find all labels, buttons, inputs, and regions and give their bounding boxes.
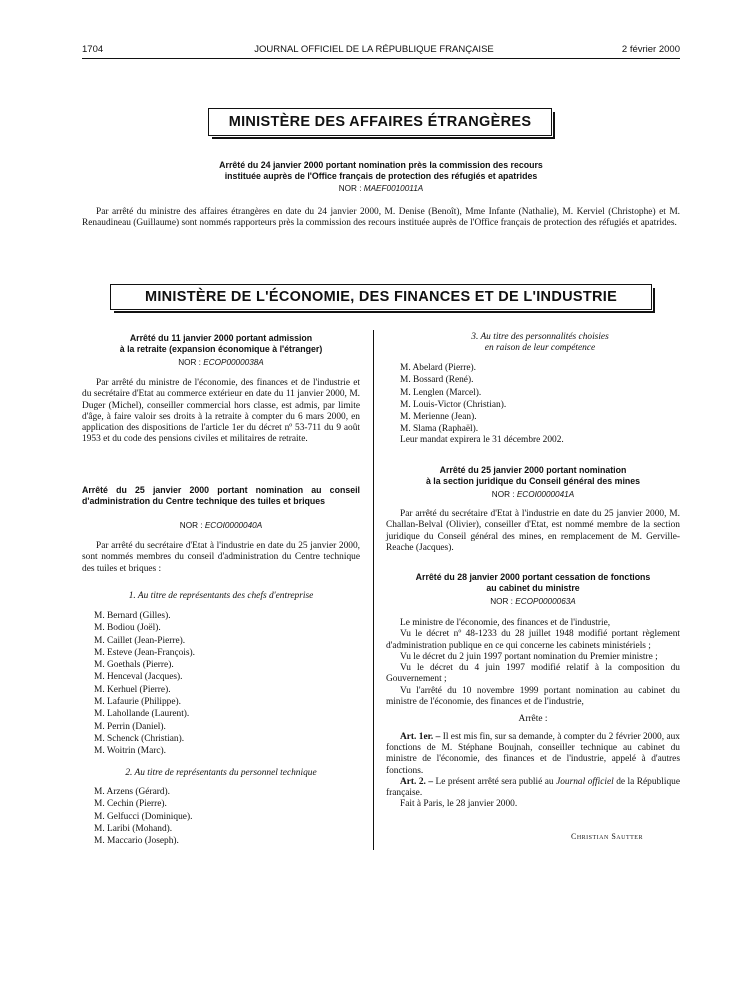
page-number: 1704 [82,44,104,55]
nor-reference: NOR : ECOP0000038A [178,358,264,367]
arrete-title: Arrêté du 28 janvier 2000 portant cessation de fonctions au cabinet du ministre [415,572,651,593]
column-divider [373,330,374,850]
list-item: M. Lahollande (Laurent). [94,709,190,720]
article-2: Art. 2. – Le présent arrêté sera publié au Journal officiel de la République française. [386,776,680,799]
ministry-title: MINISTÈRE DE L'ÉCONOMIE, DES FINANCES ET DE L'INDUSTRIE [144,289,618,305]
nor-reference: NOR : MAEF0010011A [338,184,424,193]
arrete-body: Le ministre de l'économie, des finances et de l'industrie, Vu le décret nº 48-1233 du 28 juillet 1948 modifié portant règlement d'administration publique en ce qui concerne les cabinets ministériels ; Vu le décret du 2 juin 1997 portant nomination du Premier ministre ; Vu le décret du 4 juin 1997 modifié relatif à la composition du Gouvernement ; Vu l'arrêté du 10 novembre 1999 portant nomination au cabinet du ministre de l'économie, des finances et de l'industrie, Arrête : Art. 1er. – Il est mis fin, sur sa demande, à compter du 2 février 2000, aux fonctions de M. Stéphane Boujnah, conseiller technique au cabinet du ministre de l'économie, des finances et de l'industrie, appelé à d'autres fonctions. Art. 2. – Le présent arrêté sera publié au Journal officiel de la République française. Fait à Paris, le 28 janvier 2000. [386,618,680,810]
arrete-text: Par arrêté du secrétaire d'Etat à l'industrie en date du 25 janvier 2000, M. Challan-Belval (Olivier), conseiller d'Etat, est nommé membre de la section juridique du Conseil général des mines, en remplacement de M. Gerville-Reache (Jacques). [386,509,680,553]
list-item: M. Bodiou (Joël). [94,623,161,634]
page-date: 2 février 2000 [621,44,680,55]
list-item: M. Merienne (Jean). [400,412,477,423]
list-item: M. Gelfucci (Dominique). [94,811,193,822]
article-1: Art. 1er. – Il est mis fin, sur sa demande, à compter du 2 février 2000, aux fonctions de M. Stéphane Boujnah, conseiller technique au cabinet du ministre de l'économie, des finances et de l'industrie, appelé à d'autres fonctions. [386,731,680,776]
signature: Christian Sautter [571,832,643,841]
section-heading: 3. Au titre des personnalités choisies en raison de leur compétence [471,332,609,353]
arrete-title: Arrêté du 24 janvier 2000 portant nomination près la commission des recours instituée auprès de l'Office français de protection des réfugiés et apatrides [219,160,543,181]
nor-reference: NOR : ECOI0000040A [179,521,263,530]
arrete-text: Par arrêté du secrétaire d'Etat à l'industrie en date du 25 janvier 2000, sont nommés membres du conseil d'administration du Centre technique des tuiles et briques : [82,541,360,574]
list-item: M. Kerhuel (Pierre). [94,684,171,695]
journal-title: JOURNAL OFFICIEL DE LA RÉPUBLIQUE FRANÇAISE [254,44,494,55]
list-item: M. Lenglen (Marcel). [400,387,482,398]
names-list [94,786,192,847]
list-item: M. Slama (Raphaël). [400,424,479,435]
ministry-title: MINISTÈRE DES AFFAIRES ÉTRANGÈRES [228,114,532,130]
list-item: M. Cechin (Pierre). [94,799,167,810]
list-item: M. Abelard (Pierre). [400,363,477,373]
names-list [94,610,195,758]
fait-a-paris: Fait à Paris, le 28 janvier 2000. [400,799,518,810]
list-item: M. Caillet (Jean-Pierre). [94,635,186,646]
list-item: M. Goethals (Pierre). [94,660,174,671]
list-item: M. Laribi (Mohand). [94,823,173,834]
ministry-economie-box [110,284,652,310]
list-item: M. Schenck (Christian). [94,733,185,744]
arrete-text: Par arrêté du ministre des affaires étrangères en date du 24 janvier 2000, M. Denise (Benoît), Mme Infante (Nathalie), M. Kerviel (Christophe) et M. Renaudineau (Guillaume) sont nommés rapporteurs près la commission des recours instituée auprès de l'Office français de protection des réfugiés et apatrides. [82,207,680,229]
nor-reference: NOR : ECOI0000041A [491,490,575,499]
list-item: M. Bossard (René). [400,375,474,386]
names-list [400,362,506,436]
arrete-label: Arrête : [518,714,548,725]
arrete-title: Arrêté du 11 janvier 2000 portant admission à la retraite (expansion économique à l'étranger) [119,333,323,354]
mandat-text: Leur mandat expirera le 31 décembre 2002. [400,435,564,445]
header-rule [82,58,680,59]
list-item: M. Esteve (Jean-François). [94,647,196,658]
list-item: M. Lafaurie (Philippe). [94,697,181,708]
ministry-affaires-etrangeres-box [208,108,552,136]
list-item: M. Perrin (Daniel). [94,721,166,732]
list-item: M. Maccario (Joseph). [94,836,179,847]
list-item: M. Woitrin (Marc). [94,746,166,757]
list-item: M. Bernard (Gilles). [94,611,171,621]
list-item: M. Arzens (Gérard). [94,787,171,797]
nor-reference: NOR : ECOP0000063A [490,597,576,606]
section-heading: 1. Au titre de représentants des chefs d'entreprise [128,591,314,601]
list-item: M. Henceval (Jacques). [94,672,183,683]
arrete-text: Par arrêté du ministre de l'économie, des finances et de l'industrie et du secrétaire d'Etat au commerce extérieur en date du 11 janvier 2000, M. Duger (Michel), conseiller commercial hors classe, est admis, par limite d'âge, à faire valoir ses droits à la retraite à compter du 6 mars 2000, en application des dispositions de l'article 1er du décret nº 53-711 du 9 août 1953 et du code des pensions civiles et militaires de retraite. [82,378,360,445]
section-heading: 2. Au titre de représentants du personnel technique [125,768,317,778]
list-item: M. Louis-Victor (Christian). [400,399,507,410]
arrete-title: Arrêté du 25 janvier 2000 portant nomination à la section juridique du Conseil général des mines [425,465,641,486]
arrete-title: Arrêté du 25 janvier 2000 portant nomination au conseil d'administration du Centre technique des tuiles et briques [82,485,360,506]
